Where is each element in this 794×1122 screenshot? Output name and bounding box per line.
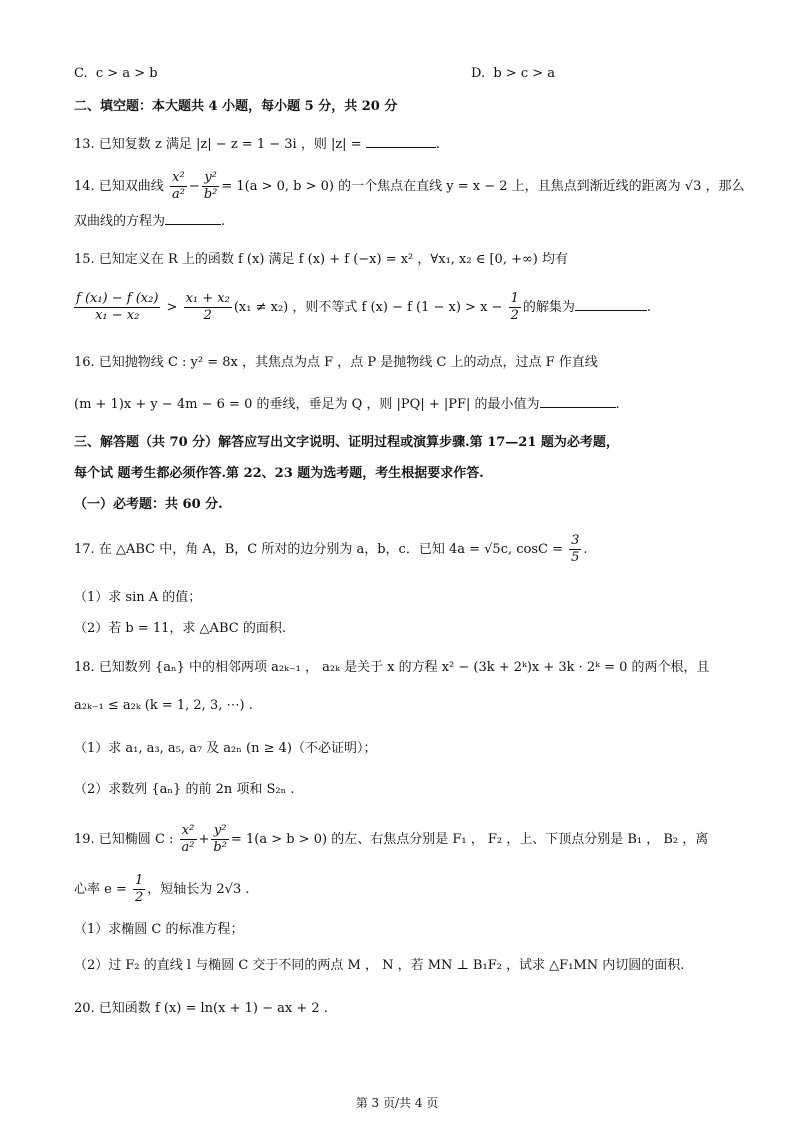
fraction-one-half: $\frac{1}{2}$ bbox=[134, 873, 144, 905]
question-18-part1: （1）求 a₁, a₃, a₅, a₇ 及 a₂ₙ (n ≥ 4)（不必证明）； bbox=[74, 741, 377, 756]
q19-text-b: = 1(a > b > 0) 的左、右焦点分别是 F₁ ， F₂ ，上、下顶点分别是 B₁ ， B₂ ，离 bbox=[230, 832, 709, 847]
q19-text-d: ，短轴长为 2√3 . bbox=[147, 882, 250, 897]
answer-blank bbox=[366, 135, 436, 148]
question-16-line2: (m + 1)x + y − 4m − 6 = 0 的垂线，垂足为 Q ，则 |PQ| + |PF| 的最小值为 . bbox=[74, 397, 620, 412]
fraction-y2-b2: $\frac{\text{y²}}{\text{b²}}$ bbox=[203, 170, 218, 202]
answer-blank bbox=[575, 298, 647, 311]
page-footer: 第 3 页/共 4 页 bbox=[355, 1096, 439, 1110]
section-3-line1: 三、解答题（共 70 分）解答应写出文字说明、证明过程或演算步骤.第 17—21 题为必考题， bbox=[74, 435, 619, 450]
question-17-part2: （2）若 b = 11，求 △ABC 的面积. bbox=[74, 621, 286, 636]
fraction-one-half: $\frac{1}{2}$ bbox=[510, 291, 519, 323]
question-18-part2: （2）求数列 {aₙ} 的前 2n 项和 S₂ₙ . bbox=[74, 782, 295, 797]
question-18-line2: a₂ₖ₋₁ ≤ a₂ₖ (k = 1, 2, 3, ⋯) . bbox=[74, 698, 253, 713]
question-17: 17. 在 △ABC 中，角 A，B，C 所对的边分别为 a，b，c．已知 4a = √5c, cosC = $\frac{3}{5}$ . bbox=[74, 533, 588, 565]
q14-text-b: = 1(a > 0, b > 0) 的一个焦点在直线 y = x − 2 上，且焦点到渐近线的距离为 √3 ，那么 bbox=[221, 179, 745, 194]
question-19-part2: （2）过 F₂ 的直线 l 与椭圆 C 交于不同的两点 M ， N ，若 MN ⊥ B₁F₂ ，试求 △F₁MN 内切圆的面积. bbox=[74, 958, 685, 973]
q15-text-c: 的解集为 bbox=[522, 300, 575, 315]
q19-text-c: 心率 e = bbox=[74, 882, 131, 897]
answer-blank bbox=[165, 212, 221, 225]
q14-text-c: 双曲线的方程为 bbox=[74, 214, 166, 229]
fraction-difference-quotient: $\frac{\text{f (x₁) − f (x₂)}}{\text{x₁ − x₂}}$ bbox=[76, 291, 159, 323]
fraction-x2-a2: $\frac{\text{x²}}{\text{a²}}$ bbox=[181, 823, 195, 855]
q17-text: 17. 在 △ABC 中，角 A，B，C 所对的边分别为 a，b，c．已知 4a = √5c, cosC = bbox=[74, 542, 568, 557]
question-19-line2 bbox=[74, 872, 734, 908]
answer-blank bbox=[540, 395, 616, 408]
fraction-three-fifths: $\frac{3}{5}$ bbox=[571, 533, 580, 565]
section-3-subtitle: （一）必考题：共 60 分. bbox=[74, 497, 223, 512]
question-17-part1: （1）求 sin A 的值； bbox=[74, 590, 202, 605]
fraction-x2-a2: $\frac{\text{x²}}{\text{a²}}$ bbox=[171, 170, 185, 202]
question-16-line1: 16. 已知抛物线 C : y² = 8x ，其焦点为点 F ，点 P 是抛物线 C 上的动点，过点 F 作直线 bbox=[74, 355, 598, 370]
question-13: 13. 已知复数 z 满足 |z| − z = 1 − 3i ，则 |z| = . bbox=[74, 137, 440, 152]
fraction-y2-b2: $\frac{\text{y²}}{\text{b²}}$ bbox=[213, 823, 227, 855]
question-14-line1: 14. 已知双曲线 $\frac{\text{x²}}{\text{a²}}$ − $\frac{\text{y²}}{\text{b²}}$ = 1(a > 0, b > 0) 的一个焦点在直线 y = x − 2 上，且焦点到渐近线的距离为 √3 ，那么 bbox=[74, 170, 745, 202]
option-d: D. b > c > a bbox=[471, 66, 556, 81]
q15-text-b: (x₁ ≠ x₂) ，则不等式 f (x) − f (1 − x) > x − bbox=[233, 300, 507, 315]
option-c: C. c > a > b bbox=[74, 66, 158, 81]
question-19-line1: 19. 已知椭圆 C : $\frac{\text{x²}}{\text{a²}}$ + $\frac{\text{y²}}{\text{b²}}$ = 1(a > b > 0) 的左、右焦点分别是 F₁ ， F₂ ，上、下顶点分别是 B₁ ， B₂ ，离 bbox=[74, 823, 709, 855]
question-18-line1: 18. 已知数列 {aₙ} 中的相邻两项 a₂ₖ₋₁ ， a₂ₖ 是关于 x 的方程 x² − (3k + 2ᵏ)x + 3k · 2ᵏ = 0 的两个根，且 bbox=[74, 660, 710, 675]
question-19-part1: （1）求椭圆 C 的标准方程； bbox=[74, 922, 244, 937]
question-20: 20. 已知函数 f (x) = ln(x + 1) − ax + 2 . bbox=[74, 1001, 328, 1016]
question-14-line2: 双曲线的方程为 . bbox=[74, 214, 226, 229]
question-15-line1: 15. 已知定义在 R 上的函数 f (x) 满足 f (x) + f (−x) = x² ，∀x₁, x₂ ∈ [0, +∞) 均有 bbox=[74, 252, 569, 267]
q13-text: 13. 已知复数 z 满足 |z| − z = 1 − 3i ，则 |z| = bbox=[74, 137, 366, 152]
q19-text-a: 19. 已知椭圆 C : bbox=[74, 832, 174, 847]
q14-text-a: 14. 已知双曲线 bbox=[74, 179, 164, 194]
question-15-line2: $\frac{\text{f (x₁) − f (x₂)}}{\text{x₁ − x₂}}$ > $\frac{\text{x₁ + x₂}}{2}$ (x₁ ≠ x₂) ，则不等式 f (x) − f (1 − x) > x − $\frac{1}{2}$ 的解集为 . bbox=[76, 291, 652, 323]
section-2-title: 二、填空题：本大题共 4 小题，每小题 5 分，共 20 分 bbox=[74, 99, 398, 114]
section-3-line2: 每个试 题考生都必须作答.第 22、23 题为选考题，考生根据要求作答. bbox=[74, 466, 484, 481]
fraction-average: $\frac{\text{x₁ + x₂}}{2}$ bbox=[185, 291, 230, 323]
option-c-line bbox=[74, 64, 734, 84]
q16-text-b: (m + 1)x + y − 4m − 6 = 0 的垂线，垂足为 Q ，则 |PQ| + |PF| 的最小值为 bbox=[74, 397, 540, 412]
